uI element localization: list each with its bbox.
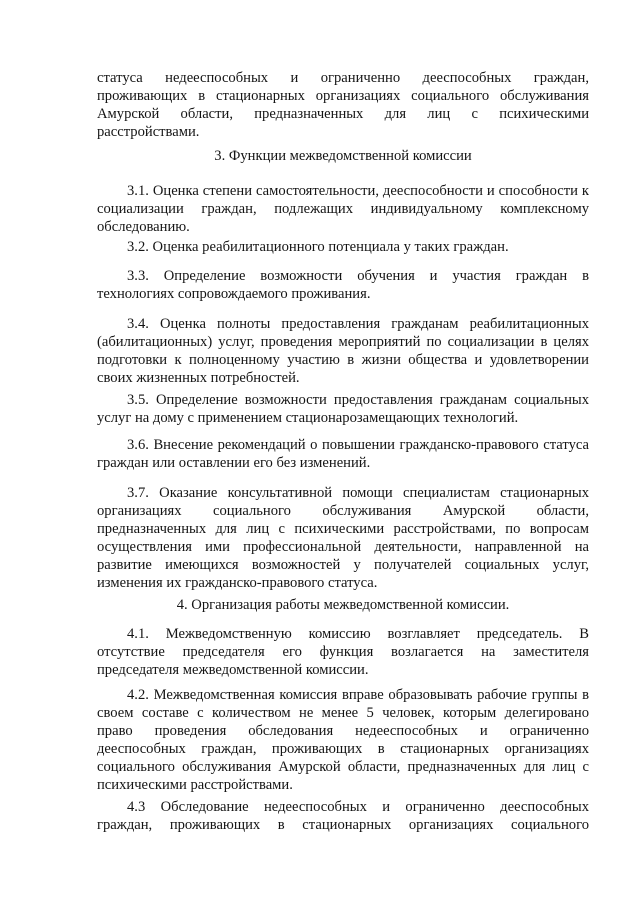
intro-paragraph	[97, 69, 589, 141]
item-4-3	[97, 798, 589, 834]
text-line: 3.6. Внесение рекомендаций о повышении гражданско-правового статуса	[127, 437, 589, 453]
text-line: технологиях сопровождаемого проживания.	[97, 286, 371, 302]
text-line: обследованию.	[97, 219, 190, 235]
text-line: 4.1. Межведомственную комиссию возглавляет председатель. В	[127, 626, 589, 642]
text-line: 3.1. Оценка степени самостоятельности, дееспособности и способности к	[127, 183, 589, 199]
text-line: подготовки к полноценному участию в жизни общества и удовлетворении	[97, 352, 589, 368]
text-line: Амурской области, предназначенных для лиц с психическими	[97, 106, 589, 122]
text-line: организациях социального обслуживания Амурской области,	[97, 503, 589, 519]
section-3-heading: 3. Функции межведомственной комиссии	[214, 148, 472, 164]
item-3-5	[97, 391, 589, 427]
text-line: предназначенных для лиц с психическими расстройствами, по вопросам	[97, 521, 589, 537]
text-line: 4.3 Обследование недееспособных и ограниченно дееспособных	[127, 799, 589, 815]
item-3-4	[97, 315, 589, 387]
item-4-2	[97, 686, 589, 794]
text-line: своем составе с количеством не менее 5 человек, которым делегировано	[97, 705, 589, 721]
item-3-6	[97, 436, 589, 472]
text-line: социализации граждан, подлежащих индивидуальному комплексному	[97, 201, 589, 217]
text-line: осуществления ими профессиональной деятельности, направленной на	[97, 539, 589, 555]
text-line: граждан, проживающих в стационарных организациях социального	[97, 817, 589, 833]
text-line: изменения их гражданско-правового статуса.	[97, 575, 378, 591]
text-line: право проведения обследования недееспособных и ограниченно	[97, 723, 589, 739]
item-3-1	[97, 182, 589, 236]
section-4-heading: 4. Организация работы межведомственной комиссии.	[176, 597, 510, 613]
text-line: (абилитационных) услуг, проведения мероприятий по социализации в целях	[97, 334, 589, 350]
text-line: расстройствами.	[97, 124, 200, 140]
text-line: 4.2. Межведомственная комиссия вправе образовывать рабочие группы в	[127, 687, 589, 703]
text-line: услуг на дому с применением стационарозамещающих технологий.	[97, 410, 519, 426]
item-3-2	[97, 238, 589, 256]
text-line: проживающих в стационарных организациях социального обслуживания	[97, 88, 589, 104]
text-line: 3.7. Оказание консультативной помощи специалистам стационарных	[127, 485, 589, 501]
text-line: психическими расстройствами.	[97, 777, 293, 793]
text-line: своих жизненных потребностей.	[97, 370, 300, 386]
item-3-3	[97, 267, 589, 303]
text-line: развитие имеющихся возможностей у получателей социальных услуг,	[97, 557, 589, 573]
item-3-7	[97, 484, 589, 592]
text-line: 3.2. Оценка реабилитационного потенциала у таких граждан.	[127, 239, 509, 255]
text-line: председателя межведомственной комиссии.	[97, 662, 369, 678]
text-line: 3.3. Определение возможности обучения и участия граждан в	[127, 268, 589, 284]
text-line: 3.4. Оценка полноты предоставления гражданам реабилитационных	[127, 316, 589, 332]
text-line: граждан или оставлении его без изменений.	[97, 455, 371, 471]
text-line: социального обслуживания Амурской области, предназначенных для лиц с	[97, 759, 589, 775]
text-line: отсутствие председателя его функция возлагается на заместителя	[97, 644, 589, 660]
text-line: 3.5. Определение возможности предоставления гражданам социальных	[127, 392, 589, 408]
item-4-1	[97, 625, 589, 679]
text-line: дееспособных граждан, проживающих в стационарных организациях	[97, 741, 589, 757]
text-line: статуса недееспособных и ограниченно дееспособных граждан,	[97, 70, 589, 86]
